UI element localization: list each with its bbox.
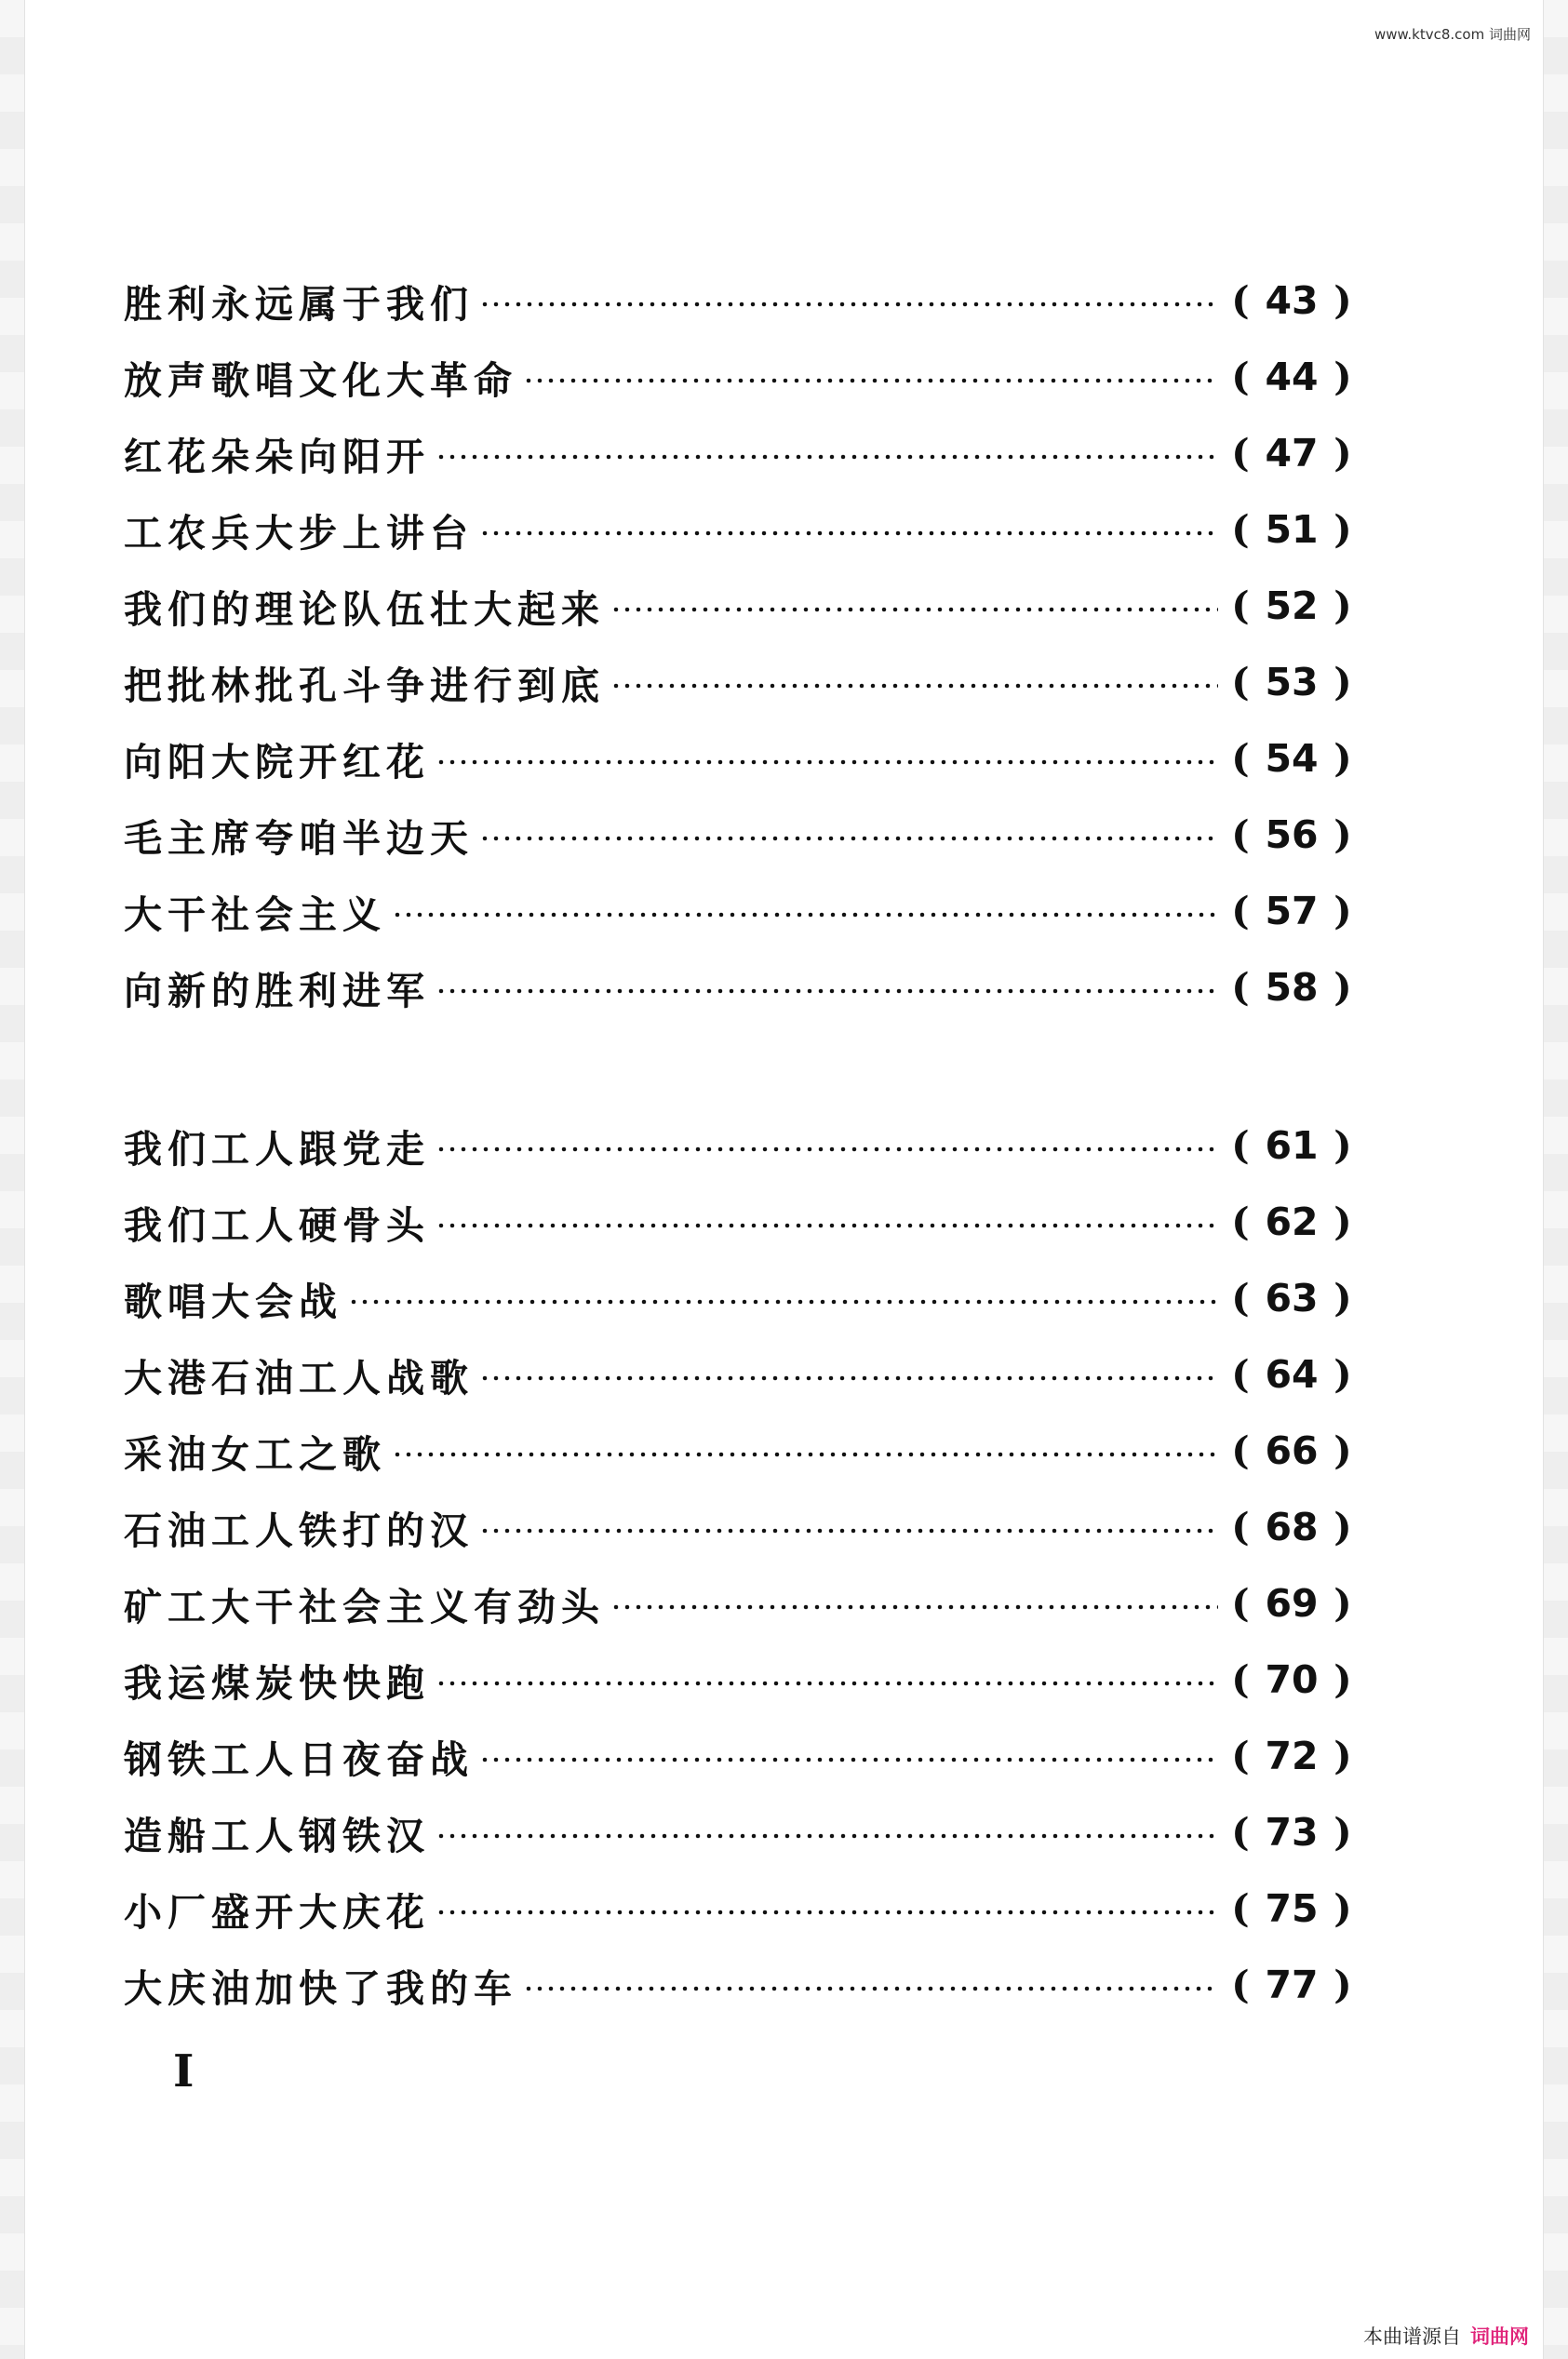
- toc-entry-title: 向阳大院开红花: [124, 739, 430, 784]
- paren-open: (: [1231, 1581, 1250, 1626]
- paren-close: ): [1333, 1428, 1352, 1473]
- paren-close: ): [1333, 507, 1352, 552]
- paren-open: (: [1231, 507, 1250, 552]
- toc-entry-page: 54: [1265, 736, 1319, 781]
- toc-entry-title: 采油女工之歌: [124, 1431, 386, 1477]
- toc-entry-title: 歌唱大会战: [124, 1279, 342, 1324]
- toc-entry-page: 68: [1265, 1505, 1319, 1549]
- toc-entry[interactable]: [124, 807, 1352, 863]
- paren-close: ): [1333, 1352, 1352, 1397]
- toc-entry[interactable]: [124, 1194, 1352, 1250]
- paren-open: (: [1231, 1428, 1250, 1473]
- paren-open: (: [1231, 1276, 1250, 1320]
- paren-open: (: [1231, 1352, 1250, 1397]
- toc-entry[interactable]: [124, 1270, 1352, 1326]
- toc-entry[interactable]: [124, 1423, 1352, 1479]
- toc-leader-dots: [479, 836, 1218, 841]
- toc-entry-title: 胜利永远属于我们: [124, 281, 474, 327]
- paren-open: (: [1231, 1123, 1250, 1168]
- toc-leader-dots: [523, 378, 1218, 383]
- paren-open: (: [1231, 660, 1250, 704]
- paren-close: ): [1333, 1505, 1352, 1549]
- footer-source-text: 本曲谱源自: [1363, 2325, 1461, 2348]
- toc-entry-page: 64: [1265, 1352, 1319, 1397]
- toc-leader-dots: [610, 607, 1218, 612]
- paren-open: (: [1231, 1810, 1250, 1855]
- toc-entry-title: 放声歌唱文化大革命: [124, 357, 517, 403]
- paren-open: (: [1231, 1657, 1250, 1702]
- toc-entry-title: 工农兵大步上讲台: [124, 510, 474, 556]
- toc-entry-title: 毛主席夸咱半边天: [124, 815, 474, 861]
- paren-open: (: [1231, 1886, 1250, 1931]
- toc-entry[interactable]: [124, 1652, 1352, 1708]
- toc-leader-dots: [479, 1757, 1218, 1763]
- toc-entry[interactable]: [124, 654, 1352, 710]
- toc-entry[interactable]: [124, 1957, 1352, 2013]
- paren-close: ): [1333, 1581, 1352, 1626]
- paren-close: ): [1333, 889, 1352, 933]
- toc-leader-dots: [436, 988, 1218, 994]
- paren-close: ): [1333, 736, 1352, 781]
- toc-leader-dots: [436, 759, 1218, 765]
- toc-entry-page: 52: [1265, 583, 1319, 628]
- toc-entry-title: 小厂盛开大庆花: [124, 1889, 430, 1935]
- toc-entry[interactable]: [124, 1499, 1352, 1555]
- toc-entry[interactable]: [124, 1575, 1352, 1631]
- toc-leader-dots: [436, 1833, 1218, 1839]
- toc-entry-page: 75: [1265, 1886, 1319, 1931]
- paren-close: ): [1333, 1963, 1352, 2007]
- paren-open: (: [1231, 278, 1250, 323]
- toc-entry-page: 58: [1265, 965, 1319, 1010]
- toc-entry[interactable]: [124, 1728, 1352, 1784]
- toc-entry-title: 大庆油加快了我的车: [124, 1965, 517, 2011]
- toc-leader-dots: [436, 454, 1218, 460]
- toc-entry[interactable]: [124, 273, 1352, 328]
- paren-close: ): [1333, 1734, 1352, 1778]
- toc-entry[interactable]: [124, 425, 1352, 481]
- paren-open: (: [1231, 889, 1250, 933]
- paren-open: (: [1231, 1200, 1250, 1244]
- toc-leader-dots: [392, 912, 1218, 918]
- toc-leader-dots: [479, 1528, 1218, 1534]
- toc-entry[interactable]: [124, 1118, 1352, 1173]
- toc-leader-dots: [436, 1910, 1218, 1915]
- paren-open: (: [1231, 355, 1250, 399]
- toc-entry-title: 红花朵朵向阳开: [124, 434, 430, 479]
- page-marker: I: [173, 2045, 194, 2098]
- toc-entry-page: 66: [1265, 1428, 1319, 1473]
- paren-close: ): [1333, 965, 1352, 1010]
- toc-entry-title: 我们工人跟党走: [124, 1126, 430, 1172]
- paren-open: (: [1231, 965, 1250, 1010]
- paren-open: (: [1231, 736, 1250, 781]
- toc-leader-dots: [392, 1452, 1218, 1457]
- toc-leader-dots: [610, 683, 1218, 689]
- paren-open: (: [1231, 812, 1250, 857]
- paren-close: ): [1333, 660, 1352, 704]
- toc-leader-dots: [348, 1299, 1218, 1305]
- watermark-header: [1374, 24, 1531, 44]
- toc-entry-title: 向新的胜利进军: [124, 968, 430, 1013]
- toc-entry-page: 63: [1265, 1276, 1319, 1320]
- toc-entry-page: 72: [1265, 1734, 1319, 1778]
- paren-close: ): [1333, 583, 1352, 628]
- paren-close: ): [1333, 1810, 1352, 1855]
- toc-leader-dots: [436, 1681, 1218, 1686]
- toc-entry-page: 53: [1265, 660, 1319, 704]
- toc-entry[interactable]: [124, 349, 1352, 405]
- toc-entry[interactable]: [124, 578, 1352, 634]
- paren-close: ): [1333, 1123, 1352, 1168]
- toc-entry-page: 69: [1265, 1581, 1319, 1626]
- toc-entry[interactable]: [124, 730, 1352, 786]
- toc-entry-page: 44: [1265, 355, 1319, 399]
- toc-entry-title: 把批林批孔斗争进行到底: [124, 663, 605, 708]
- toc-entry-page: 47: [1265, 431, 1319, 476]
- paren-close: ): [1333, 1276, 1352, 1320]
- toc-entry-title: 大港石油工人战歌: [124, 1355, 474, 1401]
- toc-entry[interactable]: [124, 502, 1352, 557]
- watermark-site: 词曲网: [1488, 26, 1531, 43]
- paren-close: ): [1333, 431, 1352, 476]
- toc-entry-page: 61: [1265, 1123, 1319, 1168]
- paren-close: ): [1333, 1657, 1352, 1702]
- footer-brand-link[interactable]: 词曲网: [1470, 2325, 1529, 2348]
- source-footer: [1363, 2322, 1529, 2350]
- watermark-url: www.ktvc8.com: [1374, 26, 1485, 43]
- toc-entry-page: 57: [1265, 889, 1319, 933]
- toc-leader-dots: [610, 1604, 1218, 1610]
- toc-entry-page: 56: [1265, 812, 1319, 857]
- toc-entry-title: 我们工人硬骨头: [124, 1202, 430, 1248]
- toc-entry-page: 62: [1265, 1200, 1319, 1244]
- toc-entry[interactable]: [124, 959, 1352, 1015]
- paren-open: (: [1231, 431, 1250, 476]
- toc-leader-dots: [479, 302, 1218, 307]
- toc-entry-page: 73: [1265, 1810, 1319, 1855]
- toc-entry[interactable]: [124, 1347, 1352, 1402]
- toc-entry-title: 我运煤炭快快跑: [124, 1660, 430, 1706]
- toc-entry-page: 77: [1265, 1963, 1319, 2007]
- paren-open: (: [1231, 583, 1250, 628]
- toc-leader-dots: [479, 530, 1218, 536]
- paren-close: ): [1333, 355, 1352, 399]
- left-margin-strip: [0, 0, 25, 2359]
- right-margin-strip: [1543, 0, 1568, 2359]
- paren-close: ): [1333, 278, 1352, 323]
- toc-entry-title: 造船工人钢铁汉: [124, 1813, 430, 1858]
- toc-entry-title: 矿工大干社会主义有劲头: [124, 1584, 605, 1629]
- toc-entry-title: 钢铁工人日夜奋战: [124, 1736, 474, 1782]
- paren-open: (: [1231, 1963, 1250, 2007]
- toc-leader-dots: [436, 1223, 1218, 1228]
- toc-entry-page: 51: [1265, 507, 1319, 552]
- paren-close: ): [1333, 1886, 1352, 1931]
- paren-close: ): [1333, 812, 1352, 857]
- toc-entry[interactable]: [124, 1881, 1352, 1937]
- paren-open: (: [1231, 1505, 1250, 1549]
- toc-leader-dots: [479, 1375, 1218, 1381]
- toc-leader-dots: [523, 1986, 1218, 1991]
- toc-entry[interactable]: [124, 1804, 1352, 1860]
- toc-entry-title: 大干社会主义: [124, 891, 386, 937]
- paren-open: (: [1231, 1734, 1250, 1778]
- toc-entry[interactable]: [124, 883, 1352, 939]
- toc-entry-title: 石油工人铁打的汉: [124, 1508, 474, 1553]
- toc-entry-page: 43: [1265, 278, 1319, 323]
- toc-leader-dots: [436, 1146, 1218, 1152]
- paren-close: ): [1333, 1200, 1352, 1244]
- toc-entry-page: 70: [1265, 1657, 1319, 1702]
- toc-entry-title: 我们的理论队伍壮大起来: [124, 586, 605, 632]
